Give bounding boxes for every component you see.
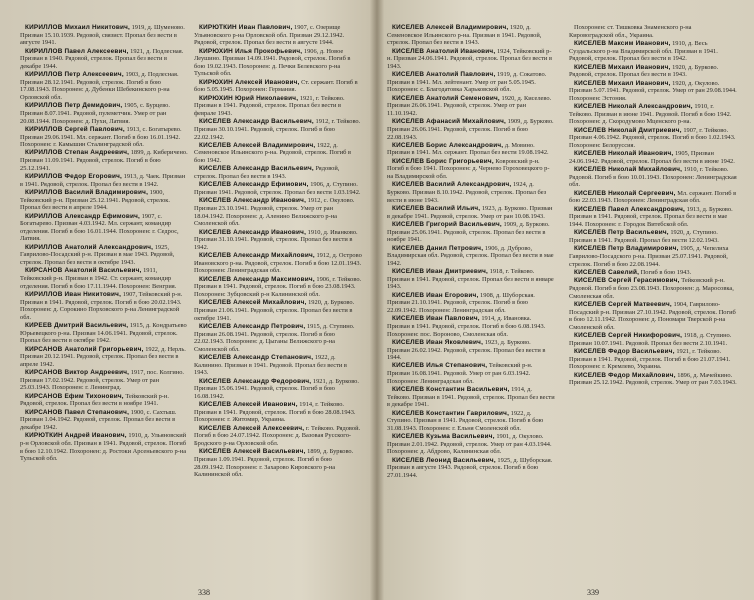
entry — [20, 322, 188, 345]
entry-name: КИСЕЛЕВ Илья Степанович, — [392, 362, 488, 370]
entry — [387, 48, 555, 71]
entry-name: КИРЮХИН Алексей Иванович, — [199, 78, 300, 86]
entry-name: КИСЕЛЕВ Николай Сергеевич, — [574, 189, 676, 197]
right-page-column-2 — [569, 24, 737, 388]
entry-name: КИРИЛЛОВ Михаил Никитович, — [25, 24, 130, 31]
entry — [569, 348, 737, 371]
entry-name: КИСЕЛЕВ Сергей Никифорович, — [574, 332, 683, 340]
entry-text: 1906, д. Новое Леушино. Призван 14.09.1941. Рядовой, стрелок. Погиб в бою 19.02.1943. Похоронен: д. Печки Белевского р-на Тульской обл. — [194, 47, 351, 78]
entry-text: 1906, д. Ступино. Призван 1941. Рядовой, стрелок. Пропал без вести 1.03.1942. — [194, 181, 361, 197]
entry — [387, 386, 555, 409]
entry-name: КИСЕЛЕВ Николай Иванович, — [574, 150, 674, 158]
book-spine — [370, 0, 384, 600]
entry — [387, 362, 555, 385]
entry-name: КИСЕЛЕВ Анатолий Павлович, — [392, 71, 496, 79]
entry — [194, 378, 362, 401]
entry — [194, 323, 362, 353]
entry-text: 1907, с. Богатырево. Призван 4.03.1942. Мл. сержант, командир отделения. Погиб в бою 16.01.1944. Похоронен: г. Седрос, Латвия. — [20, 212, 179, 243]
entry-name: КИСЕЛЕВ Данил Петрович, — [392, 244, 484, 252]
entry-name: КИСЕЛЕВ Николай Дмитриевич, — [574, 126, 682, 134]
entry-name: КИРЮХИН Юрий Николаевич, — [199, 94, 299, 102]
entry-name: КИРСАНОВ Ефим Тихонович, — [25, 392, 124, 400]
entry-text: Тейковский р-н. Рядовой. Погиб в бою 23.08.1943. Похоронен: д. Маросовка, Смоленская обл. — [569, 277, 734, 300]
entry — [194, 181, 362, 196]
entry-text: 1920, д. Семеновское Ильинского р-на. Призван в 1941. Рядовой, стрелок. Пропал без вести в 1943. — [387, 24, 542, 47]
entry — [569, 150, 737, 165]
entry — [20, 369, 188, 392]
entry — [569, 206, 737, 229]
right-page — [377, 0, 754, 600]
entry-name: КИСЕЛЕВ Анатолий Иванович, — [392, 47, 496, 55]
entry — [194, 48, 362, 78]
entry-text: 1910, д. Иванково. Призван 31.10.1941. Рядовой, стрелок. Пропал без вести в 1942. — [194, 228, 358, 251]
entry-name: КИРИЛЛОВ Анатолий Александрович, — [25, 243, 154, 251]
entry — [387, 71, 555, 94]
entry — [387, 410, 555, 433]
entry-text: 1922, д. Семеновское Ильинского р-на. Рядовой, стрелок. Погиб в бою 1942. — [194, 141, 351, 165]
entry-text: 1907, с. Озерище Ульяновского р-на Орловской обл. Призван 29.12.1942. Рядовой, стрелок. Пропал без вести в августе 1944. — [194, 24, 345, 47]
entry — [194, 95, 362, 118]
entry-name: КИСЕЛЕВ Федор Васильевич, — [574, 348, 675, 356]
entry — [20, 71, 188, 101]
entry-text: 1900, Тейковский р-н. Призван 25.12.1941. Рядовой, стрелок. Пропал без вести в апреле 1944. — [20, 189, 170, 212]
entry-text: 1906, г. Тейково. Призван в 1941. Рядовой, стрелок. Погиб в бою 23.08.1943. Похоронен: Зубцовский р-н Калининской обл. — [194, 275, 362, 298]
entry-text: 1921, г. Тейково. Призван в 1941. Рядовой, стрелок. Погиб в бою 21.07.1941. Похоронен: г. Кремлево, Украина. — [569, 348, 731, 371]
entry — [569, 103, 737, 126]
entry-text: 1920, д. Ступино. Призван в 1941. Рядовой. Пропал без вести 12.02.1943. — [569, 229, 719, 244]
entry-name: КИСЕЛЕВ Иван Дмитриевич, — [392, 268, 489, 276]
entry-text: 1925, Гаврилово-Посадский р-н. Призван в мае 1943. Рядовой, стрелок. Пропал без вести в октябре 1943. — [20, 243, 175, 266]
entry-text: 1909, д. Бурково. Призван 26.06.1941. Рядовой, стрелок. Погиб в бою 22.08.1943. — [387, 118, 554, 141]
entry — [20, 189, 188, 212]
entry-text: 1915, д. Кондратьево Юрьевецкого р-на. Призван 14.06.1941. Рядовой, стрелок. Пропал без вести в октябре 1942. — [20, 322, 187, 345]
entry-text: 1906, д. Дуброво, Владимирская обл. Рядовой, стрелок. Пропал без вести в мае 1942. — [387, 244, 554, 267]
entry-text: 1908, д. Шуборская. Призван 21.10.1941. Рядовой, стрелок. Погиб в бою 22.09.1942. Похоронен: Ленинградская обл. — [387, 291, 535, 314]
left-page-column-2 — [194, 24, 362, 480]
entry-name: КИСЕЛЕВ Алексей Владимирович, — [392, 24, 509, 31]
entry-text: Ковровский р-н. Погиб в бою 1941. Похоронен: д. Чернево Гороховецкого р-на Владимирской обл. — [387, 157, 550, 181]
entry-text: 1913, с. Богатырево. Призван 29.06.1941. Мл. сержант. Погиб в бою 16.01.1942. Похоронен: г. Камышин Сталинградской обл. — [20, 125, 182, 149]
right-page-number: 339 — [587, 588, 599, 597]
entry — [569, 301, 737, 331]
entry — [569, 127, 737, 150]
entry-name: КИСЕЛЕВ Сергей Герасимович, — [574, 277, 680, 285]
entry — [20, 346, 188, 369]
entry — [20, 393, 188, 408]
entry-text: 1909, д. Бурково. Призван 25.06.1941. Рядовой, стрелок. Пропал без вести в ноябре 1941. — [387, 221, 550, 244]
entry — [20, 244, 188, 267]
entry — [569, 245, 737, 268]
entry-text: 1923, д. Бурково. Призван в декабре 1941. Рядовой, стрелок. Умер от ран 10.08.1943. — [387, 205, 553, 220]
entry-text: 1915, д. Ступино. Призван 26.08.1941. Рядовой, стрелок. Погиб в бою 22.02.1943. Похоронен: д. Цыганы Велижского р-на Смоленской обл. — [194, 322, 355, 353]
entry — [194, 24, 362, 47]
entry — [194, 276, 362, 299]
entry — [194, 252, 362, 275]
entry — [387, 433, 555, 456]
entry-name: КИРЮТКИН Андрей Иванович, — [25, 432, 127, 440]
entry-text: 1904, Гаврилово-Посадский р-н. Призван 27.10.1942. Рядовой, стрелок. Погиб в бою 12.11.1942. Похоронен: д. Пономари Тверской р-на Смоленской обл. — [569, 300, 736, 331]
entry-name: КИСЕЛЕВ Алексей Владимирович, — [199, 141, 316, 149]
entry-text: 1910, д. Ульяновский р-н Орловской обл. Призван в 1941. Рядовой, стрелок. Погиб в бою 12.10.1942. Похоронен: д. Ростоки Арсеньевского р-на Тульской обл. — [20, 432, 187, 463]
entry — [194, 448, 362, 478]
entry-name: КИСЕЛЕВ Алексей Иванович, — [199, 401, 298, 409]
entry-text: 1914, д. Тейково. Призван в 1941. Рядовой, стрелок. Пропал без вести в декабре 1941. — [387, 386, 555, 409]
entry-text: 1907, г. Тейково. Призван 4.06.1942. Рядовой, стрелок. Погиб в бою 1.02.1943. Похоронен: Белоруссия. — [569, 126, 736, 149]
entry-name: КИСЕЛЕВ Борис Александрович, — [392, 141, 504, 149]
entry-text: 1918, д. Ступино. Призван 10.07.1941. Рядовой. Пропал без вести 2.10.1941. — [569, 332, 732, 347]
entry-name: КИРЮТКИН Иван Павлович, — [199, 24, 293, 31]
entry — [20, 291, 188, 321]
entry-text: 1910, г. Тейково. Рядовой. Погиб в бою 10.01.1943. Похоронен: Ленинградская обл. — [569, 166, 737, 189]
entry — [569, 372, 737, 387]
entry-text: 1912, д. Острово Ивановского р-на. Рядовой, стрелок. Погиб в бою 12.01.1943. Похоронен: Ленинградская обл. — [194, 252, 362, 275]
entry — [20, 173, 188, 188]
entry-name: КИРИЛЛОВ Павел Алексеевич, — [25, 47, 129, 55]
entry — [387, 24, 555, 47]
entry-text: 1922, д. Нерль. Призван 20.12.1941. Рядовой, стрелок. Пропал без вести в апреле 1942. — [20, 345, 186, 368]
entry — [387, 95, 555, 118]
entry — [569, 190, 737, 205]
entry — [20, 149, 188, 172]
entry-name: КИСЕЛЕВ Константин Гаврилович, — [392, 409, 510, 417]
entry — [387, 245, 555, 268]
entry — [387, 292, 555, 315]
entry — [387, 118, 555, 141]
entry — [569, 269, 737, 277]
entry-name: КИСЕЛЕВ Алексей Михайлович, — [199, 299, 307, 307]
entry-name: КИСЕЛЕВ Кузьма Васильевич, — [392, 433, 495, 441]
entry — [387, 339, 555, 362]
entry-text: 1924, д. Бурково. Призван 8.10.1942. Рядовой, стрелок. Пропал без вести в июне 1943. — [387, 181, 547, 204]
entry-text: 1905, с. Бурцево. Призван 8.07.1941. Рядовой, пулеметчик. Умер от ран 20.08.1944. Похоронен: д. Пухи, Латвия. — [20, 102, 170, 125]
entry-text: 1914, д. Ивановка. Призван в 1941. Рядовой, стрелок. Погиб в бою 6.08.1943. Похоронен: пос. Вороново, Смоленская обл. — [387, 315, 546, 338]
entry-text: Тейковский р-н. Рядовой, стрелок. Пропал без вести в ноябре 1941. — [20, 392, 169, 408]
entry — [194, 79, 362, 94]
entry-text: 1907, Тейковский р-н. Призван в 1941. Рядовой, стрелок. Погиб в бою 20.02.1943. Похоронен: д. Сорокино Порховского р-на Ленинградской обл. — [20, 290, 183, 321]
entry-name: КИСЕЛЕВ Иван Яковлевич, — [392, 338, 484, 346]
entry-name: КИРИЛЛОВ Петр Алексеевич, — [25, 71, 124, 79]
entry — [194, 165, 362, 180]
entry — [20, 267, 188, 290]
entry-text: 1912, с. Окулово. Призван 23.10.1941. Рядовой, стрелок. Умер от ран 18.04.1942. Похоронен: д. Аленино Велижского р-на Смоленской обл. — [194, 197, 355, 228]
entry-text: 1922, д. Калинино. Призван в 1941. Рядовой. Пропал без вести в 1943. — [194, 354, 347, 377]
entry-name: КИРЕЕВ Дмитрий Васильевич, — [25, 322, 129, 330]
entry-name: КИСЕЛЕВ Константин Васильевич, — [392, 386, 510, 394]
entry — [20, 102, 188, 125]
entry-text: 1899, д. Киберичено. Призван 11.09.1941. Рядовой, стрелок. Погиб в бою 25.12.1941. — [20, 149, 188, 172]
entry-text: Тейковский р-н. Призван 16.08.1941. Рядовой. Умер от ран 6.03.1942. Похоронен: Ленинградская обл. — [387, 362, 533, 385]
entry-name: КИСЕЛЕВ Алексей Алексеевич, — [199, 424, 305, 432]
entry-name: КИСЕЛЕВ Александр Степанович, — [199, 354, 314, 362]
entry — [387, 221, 555, 244]
entry-text: 1924, Тейковский р-н. Призван 24.06.1941. Рядовой, стрелок. Пропал без вести в 1943. — [387, 47, 552, 70]
entry — [20, 432, 188, 462]
entry-text: 1913, д. Бурково. Призван в 1941. Рядовой, стрелок. Пропал без вести в мае 1944. Похоронен: г. Городок Витебской обл. — [569, 205, 733, 229]
entry — [194, 425, 362, 448]
entry — [20, 126, 188, 149]
entry-name: КИСЕЛЕВ Григорий Васильевич, — [392, 221, 502, 229]
entry — [569, 332, 737, 347]
entry-name: КИСЕЛЕВ Василий Александрович, — [392, 181, 512, 189]
left-page-column-1 — [20, 24, 188, 464]
entry-name: КИРИЛЛОВ Федор Егорович, — [25, 173, 123, 181]
entry-name: КИСЕЛЕВ Борис Григорьевич, — [392, 157, 494, 165]
entry — [387, 158, 555, 181]
entry — [194, 354, 362, 377]
entry-name: КИРСАНОВ Павел Степанович, — [25, 408, 130, 416]
entry — [387, 181, 555, 204]
entry — [569, 24, 737, 39]
entry — [569, 166, 737, 189]
entry-name: КИСЕЛЕВ Иван Егорович, — [392, 291, 479, 299]
entry-name: КИРЮХИН Илья Прокофьевич, — [199, 47, 303, 55]
entry-name: КИРИЛЛОВ Петр Демидович, — [25, 102, 123, 110]
entry-name: КИРИЛЛОВ Иван Никитович, — [25, 290, 122, 298]
entry-name: КИСЕЛЕВ Петр Владимирович, — [574, 245, 679, 253]
entry — [569, 64, 737, 79]
entry-text: 1922, д. Ступино. Призван в 1941. Рядовой, стрелок. Погиб в бою 31.08.1943. Похоронен: г. Ельня Смоленской обл. — [387, 409, 544, 432]
entry-name: КИСЕЛЕВ Савелий, — [574, 268, 640, 276]
entry — [194, 299, 362, 322]
entry-name: КИРИЛЛОВ Василий Владимирович, — [25, 189, 149, 197]
entry-text: Ст. сержант. Погиб в бою 5.05.1945. Похоронен: Германия. — [194, 78, 358, 94]
entry-name: КИРСАНОВ Анатолий Григорьевич, — [25, 345, 144, 353]
entry-text: 1900, с. Сахтыш. Призван 1.04.1942. Рядовой, стрелок. Пропал без вести в декабре 1942. — [20, 408, 177, 432]
entry — [569, 277, 737, 300]
entry-name: КИСЕЛЕВ Василий Ильич, — [392, 205, 481, 213]
entry-text: Погиб в бою 1943. — [640, 268, 692, 276]
entry-name: КИСЕЛЕВ Федор Михайлович, — [574, 371, 676, 379]
entry-name: КИРСАНОВ Анатолий Васильевич, — [25, 267, 142, 275]
entry-text: д. Мовино. Призван в 1941. Мл. сержант. Пропал без вести 19.08.1942. — [387, 141, 549, 157]
entry-name: КИСЕЛЕВ Анатолий Семенович, — [392, 94, 500, 102]
entry-name: КИСЕЛЕВ Александр Федорович, — [199, 377, 312, 385]
entry — [569, 80, 737, 103]
entry-name: КИСЕЛЕВ Леонид Васильевич, — [392, 456, 496, 464]
entry-text: 1920, д. Киселево. Призван 26.06.1941. Рядовой, стрелок. Умер от ран 11.10.1942. — [387, 94, 552, 117]
entry-name: КИРИЛЛОВ Степан Андреевич, — [25, 149, 130, 157]
entry-text: Мл. сержант. Погиб в бою 22.03.1943. Похоронен: Ленинградская обл. — [569, 189, 737, 205]
entry-text: 1905, Призван 24.06.1942. Рядовой, стрелок. Пропал без вести в июне 1942. — [569, 150, 735, 165]
entry-name: КИСЕЛЕВ Петр Васильевич, — [574, 229, 669, 237]
left-page-number: 338 — [198, 588, 210, 597]
entry-text: 1921, д. Подлесная. Призван в 1940. Рядовой, стрелок. Пропал без вести в декабре 1944. — [20, 47, 184, 70]
entry-name: КИРИЛЛОВ Сергей Павлович, — [25, 125, 125, 133]
entry — [569, 229, 737, 244]
entry-text: г. Тейково. Рядовой. Погиб в бою 24.07.1942. Похоронен: д. Вазовая Русского-Бродского р-на Орловской обл. — [194, 424, 361, 448]
entry-text: 1923, д. Бурково. Призван 26.02.1942. Рядовой, стрелок. Пропал без вести в 1944. — [387, 338, 546, 362]
entry — [387, 142, 555, 157]
entry-name: КИСЕЛЕВ Алексей Васильевич, — [199, 448, 306, 456]
entry — [20, 213, 188, 243]
entry — [194, 118, 362, 141]
entry-text: 1914, г. Тейково. Призван в 1941. Рядовой, стрелок. Погиб в бою 28.08.1943. Похоронен: г. Житомир, Украина. — [194, 401, 356, 424]
entry-text: Рядовой, стрелок. Пропал без вести в 1943. — [194, 165, 340, 181]
entry-name: КИСЕЛЕВ Александр Васильевич, — [199, 118, 314, 126]
entry-name: КИСЕЛЕВ Александр Михайлович, — [199, 252, 315, 260]
entry-text: 1920, д. Бурково. Призван 21.06.1941. Рядовой, стрелок. Пропал без вести в октябре 1941. — [194, 299, 355, 322]
entry-text: 1896, д. Мачейкино. Призван 25.12.1942. Рядовой, стрелок. Умер от ран 7.03.1943. — [569, 371, 737, 387]
entry-text: 1921, г. Тейково. Призван в 1941. Рядовой, стрелок. Пропал без вести в феврале 1943. — [194, 94, 345, 117]
entry-text: 1921, д. Бурково. Призван 15.06.1941. Рядовой, стрелок. Погиб в бою 16.08.1942. — [194, 377, 359, 400]
entry-name: КИСЕЛЕВ Александр Петрович, — [199, 322, 306, 330]
entry-text: 1910, г. Тейково. Призван в июне 1941. Рядовой. Погиб в бою 1942. Похоронен: д. Скородумово Мценского р-на. — [569, 103, 732, 126]
entry-text: 1911, Тейковский р-н. Призван в 1942. Ст. сержант, командир отделения. Погиб в бою 17.11.1944. Похоронен: Венгрия. — [20, 267, 177, 290]
entry — [387, 205, 555, 220]
entry-name: КИСЕЛЕВ Александр Ефимович, — [199, 181, 309, 189]
entry — [194, 197, 362, 227]
entry — [194, 229, 362, 252]
entry-name: КИСЕЛЕВ Михаил Иванович, — [574, 63, 671, 71]
entry-text: 1919, д. Шуменово. Призван 15.10.1939. Рядовой, связист. Пропал без вести в августе 1941. — [20, 24, 185, 47]
entry-name: КИРСАНОВ Виктор Андреевич, — [25, 369, 130, 377]
entry-name: КИСЕЛЕВ Николай Александрович, — [574, 103, 693, 111]
entry-name: КИСЕЛЕВ Максим Иванович, — [574, 39, 671, 47]
entry-name: КИСЕЛЕВ Александр Иванович, — [199, 197, 307, 205]
entry-name: КИСЕЛЕВ Сергей Матвеевич, — [574, 300, 672, 308]
entry — [387, 268, 555, 291]
entry-text: 1905, д. Чепелиха Гаврилово-Посадского р-на. Призван 25.07.1941. Рядовой, стрелок. Погиб в бою 22.08.1944. — [569, 245, 729, 268]
entry — [20, 24, 188, 47]
right-page-column-1 — [387, 24, 555, 480]
entry-name: КИСЕЛЕВ Николай Михайлович, — [574, 166, 683, 174]
entry-text: Похоронен: ст. Тишковка Знаменского р-на Кировоградской обл., Украина. — [569, 24, 692, 39]
entry-name: КИСЕЛЕВ Михаил Иванович, — [574, 79, 671, 87]
entry-text: 1920, д. Бурково. Рядовой, стрелок. Пропал без вести в 1943. — [569, 63, 719, 79]
entry-name: КИСЕЛЕВ Александр Васильевич, — [199, 165, 314, 173]
entry — [194, 401, 362, 424]
entry-text: 1917, пос. Колгино. Призван 17.02.1942. Рядовой, стрелок. Умер от ран 25.03.1943. Похоронен: г. Ленинград. — [20, 369, 184, 392]
entry-text: 1913, д. Чаек. Призван в 1941. Рядовой, стрелок. Пропал без вести в 1942. — [20, 173, 186, 188]
entry-text: 1925, д. Шуборская. Призван в августе 1943. Рядовой, стрелок. Погиб в бою 27.01.1944. — [387, 456, 553, 479]
entry-name: КИСЕЛЕВ Афанасий Михайлович, — [392, 118, 506, 126]
entry-text: 1899, д. Бурково. Призван 1.09.1941. Рядовой, стрелок. Погиб в бою 28.09.1942. Похоронен: г. Захарово Кировского р-на Калининской обл. — [194, 448, 354, 479]
entry-name: КИСЕЛЕВ Александр Максимович, — [199, 275, 315, 283]
entry — [194, 142, 362, 165]
entry — [387, 457, 555, 480]
entry-name: КИРИЛЛОВ Александр Ефимович, — [25, 212, 140, 220]
entry-name: КИСЕЛЕВ Павел Александрович, — [574, 205, 686, 213]
entry-text: 1901, д. Окулово. Призван 2.01.1942. Рядовой, стрелок. Умер от ран 4.03.1944. Похоронен: д. Абдрово, Калининская обл. — [387, 433, 552, 456]
entry — [569, 40, 737, 63]
entry-name: КИСЕЛЕВ Иван Павлович, — [392, 315, 480, 323]
entry — [387, 315, 555, 338]
entry-text: 1920, д. Окулово. Призван 5.07.1941. Рядовой, стрелок. Умер от ран 29.08.1944. Похоронен: Эстония. — [569, 79, 737, 102]
entry-text: 1912, г. Тейково. Призван 30.10.1941. Рядовой, стрелок. Погиб в бою 22.02.1942. — [194, 118, 361, 141]
entry-text: 1918, г. Тейково. Призван в 1941. Рядовой, стрелок. Пропал без вести в январе 1943. — [387, 268, 554, 291]
entry-text: 1919, д. Сокатово. Призван в 1941. Мл. лейтенант. Умер от ран 5.05.1945. Похоронен: с. Благодатовка Харьковской обл. — [387, 71, 547, 94]
entry — [20, 409, 188, 432]
entry-text: 1910, д. Весь Суздальского р-на Владимирской обл. Призван в 1941. Рядовой, стрелок. Пропал без вести в 1942. — [569, 39, 718, 63]
entry-name: КИСЕЛЕВ Александр Иванович, — [199, 228, 307, 236]
entry — [20, 48, 188, 71]
entry-text: 1903, д. Подлесная. Призван 28.12.1941. Рядовой, стрелок. Погиб в бою 17.08.1943. Похоронен: д. Дубенки Шебекинского р-на Орловской обл. — [20, 71, 179, 101]
